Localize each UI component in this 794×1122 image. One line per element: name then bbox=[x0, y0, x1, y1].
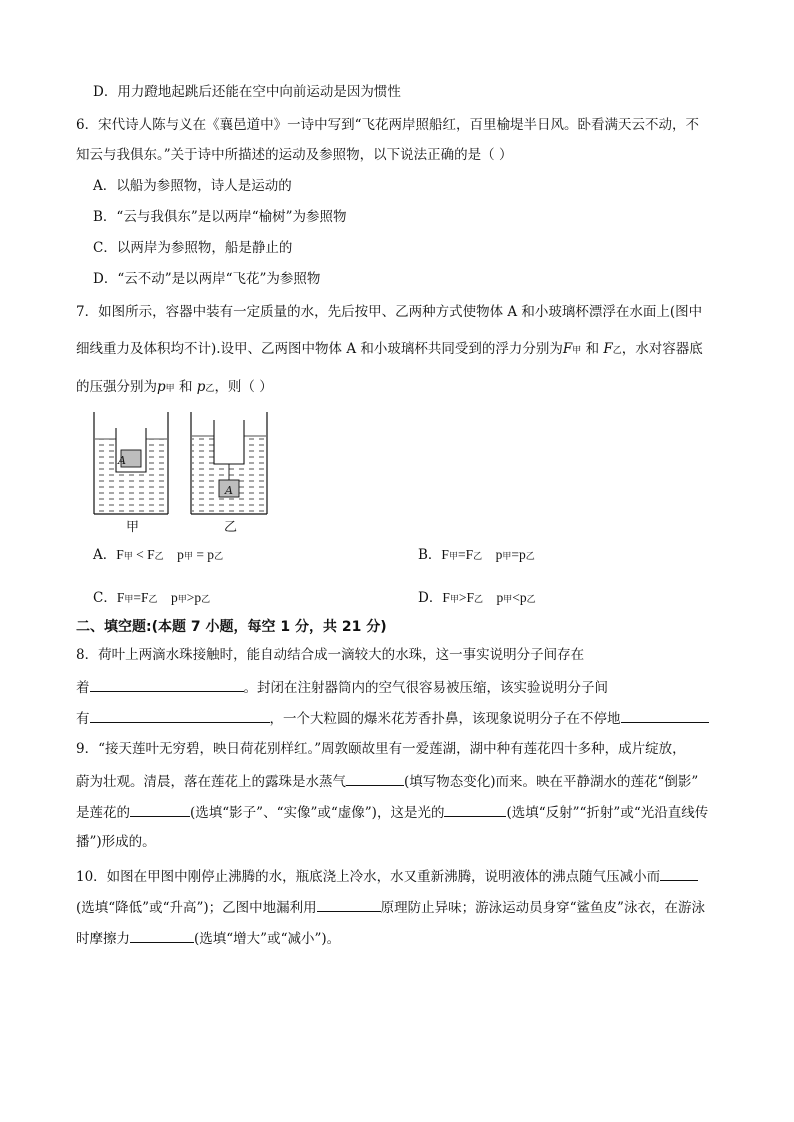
q8-line1: 8．荷叶上两滴水珠接触时，能自动结合成一滴较大的水珠，这一事实说明分子间存在 bbox=[76, 647, 585, 663]
object-a-label-yi: A bbox=[225, 484, 233, 497]
q6-option-a: A．以船为参照物，诗人是运动的 bbox=[93, 178, 292, 194]
object-a-label-jia: A bbox=[118, 454, 126, 467]
q6-option-d: D．“云不动”是以两岸“飞花”为参照物 bbox=[93, 271, 321, 287]
figure-caption-jia: 甲 bbox=[126, 520, 140, 535]
q10-line1: 10．如图在甲图中刚停止沸腾的水，瓶底浇上冷水，水又重新沸腾，说明液体的沸点随气压减小而 bbox=[76, 866, 698, 886]
q10-line2: (选填“降低”或“升高”)；乙图中地漏利用 原理防止异味；游泳运动员身穿“鲨鱼皮”泳衣，在游泳 bbox=[76, 897, 705, 917]
section-fill-in-title: 二、填空题:(本题 7 小题，每空 1 分，共 21 分) bbox=[76, 619, 387, 635]
q9-line4: 播”)形成的。 bbox=[76, 834, 156, 850]
q9-line2: 蔚为壮观。清晨，落在莲花上的露珠是水蒸气 (填写物态变化)而来。映在平静湖水的莲花“倒影” bbox=[76, 771, 698, 791]
q10-blank-2[interactable] bbox=[317, 897, 381, 912]
q8-line3: 有 ，一个大粒圆的爆米花芳香扑鼻，该现象说明分子在不停地 bbox=[76, 708, 709, 728]
container-yi bbox=[191, 412, 267, 514]
q7-option-c: C．F甲=F乙 p甲>p乙 bbox=[93, 590, 211, 606]
q6-stem-line2: 知云与我俱东。”关于诗中所描述的运动及参照物，以下说法正确的是（ ） bbox=[76, 147, 513, 163]
q8-blank-3[interactable] bbox=[621, 708, 709, 723]
q7-stem-line3: 的压强分别为p甲 和 p乙，则（ ） bbox=[76, 379, 273, 395]
q9-line3: 是莲花的 (选填“影子”、“实像”或“虚像”)，这是光的 (选填“反射”“折射”或“光沿直线传 bbox=[76, 802, 708, 822]
figure-caption-yi: 乙 bbox=[224, 520, 238, 535]
q7-figure bbox=[88, 406, 274, 532]
q10-line3: 时摩擦力 (选填“增大”或“减小”)。 bbox=[76, 928, 340, 948]
q9-blank-1[interactable] bbox=[346, 771, 404, 786]
q7-stem-line2: 细线重力及体积均不计).设甲、乙两图中物体 A 和小玻璃杯共同受到的浮力分别为F甲 和 F乙，水对容器底 bbox=[76, 341, 703, 357]
q10-blank-1[interactable] bbox=[660, 866, 698, 881]
q7-stem-line1: 7．如图所示，容器中装有一定质量的水，先后按甲、乙两种方式使物体 A 和小玻璃杯漂浮在水面上(图中 bbox=[76, 304, 703, 320]
q9-line1: 9．“接天莲叶无穷碧，映日荷花别样红。”周敦颐故里有一爱莲湖，湖中种有莲花四十多种，成片绽放， bbox=[76, 741, 686, 757]
container-jia bbox=[94, 412, 168, 514]
q7-option-b: B．F甲=F乙 p甲=p乙 bbox=[418, 547, 535, 563]
q9-blank-2[interactable] bbox=[130, 802, 190, 817]
q9-blank-3[interactable] bbox=[444, 802, 506, 817]
q7-option-a: A．F甲 < F乙 p甲 = p乙 bbox=[93, 547, 224, 563]
q8-line2: 着 。封闭在注射器筒内的空气很容易被压缩，该实验说明分子间 bbox=[76, 677, 608, 697]
q6-stem-line1: 6．宋代诗人陈与义在《襄邑道中》一诗中写到“飞花两岸照船红，百里榆堤半日风。卧看满天云不动，不 bbox=[76, 117, 699, 133]
q8-blank-1[interactable] bbox=[90, 677, 244, 692]
q6-option-c: C．以两岸为参照物，船是静止的 bbox=[93, 240, 293, 256]
q6-option-b: B．“云与我俱东”是以两岸“榆树”为参照物 bbox=[93, 209, 347, 225]
q5-option-d: D．用力蹬地起跳后还能在空中向前运动是因为惯性 bbox=[93, 84, 401, 100]
q7-option-d: D．F甲>F乙 p甲<p乙 bbox=[418, 590, 536, 606]
q10-blank-3[interactable] bbox=[130, 928, 194, 943]
q8-blank-2[interactable] bbox=[90, 708, 270, 723]
